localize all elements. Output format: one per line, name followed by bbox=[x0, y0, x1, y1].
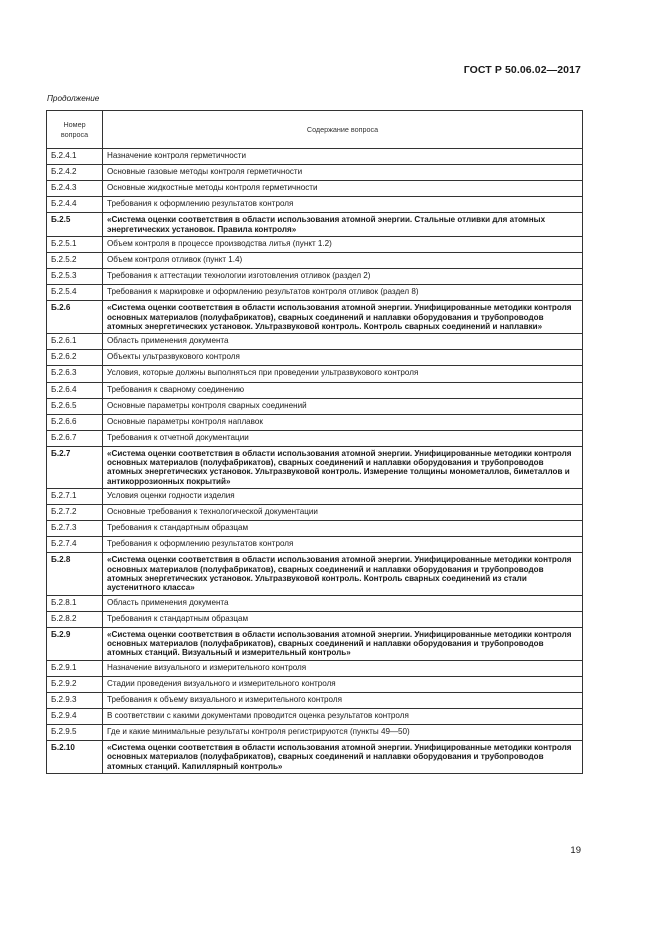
table-row bbox=[47, 725, 583, 741]
question-content-cell: Назначение контроля герметичности bbox=[103, 149, 583, 165]
question-content-cell: «Система оценки соответствия в области использования атомной энергии. Унифицированные методики контроля основных материалов (полуфабрикатов), сварных соединений и наплавки оборудования и трубопроводов атомных энергетических установок. Ультразвуковой контроль. Контроль сварных соединений и наплавки» bbox=[103, 301, 583, 334]
question-content-cell: Требования к отчетной документации bbox=[103, 430, 583, 446]
question-content-cell: Основные газовые методы контроля герметичности bbox=[103, 165, 583, 181]
table-row bbox=[47, 197, 583, 213]
table-row bbox=[47, 253, 583, 269]
table-row-section bbox=[47, 213, 583, 237]
question-number-cell: Б.2.9 bbox=[47, 627, 103, 660]
table-row bbox=[47, 505, 583, 521]
question-number-cell: Б.2.7 bbox=[47, 446, 103, 488]
question-content-cell: Основные требования к технологической документации bbox=[103, 505, 583, 521]
question-content-cell: Условия, которые должны выполняться при проведении ультразвукового контроля bbox=[103, 366, 583, 382]
header-question-content: Содержание вопроса bbox=[103, 111, 583, 149]
table-row bbox=[47, 414, 583, 430]
table-header-row bbox=[47, 111, 583, 149]
table-row-section bbox=[47, 301, 583, 334]
table-row bbox=[47, 709, 583, 725]
question-number-cell: Б.2.8.1 bbox=[47, 595, 103, 611]
question-content-cell: Требования к объему визуального и измерительного контроля bbox=[103, 692, 583, 708]
questions-table bbox=[46, 110, 583, 774]
table-row bbox=[47, 334, 583, 350]
table-row bbox=[47, 521, 583, 537]
question-number-cell: Б.2.7.2 bbox=[47, 505, 103, 521]
question-content-cell: Требования к маркировке и оформлению результатов контроля отливок (раздел 8) bbox=[103, 285, 583, 301]
question-content-cell: Назначение визуального и измерительного контроля bbox=[103, 660, 583, 676]
table-row bbox=[47, 236, 583, 252]
table-row bbox=[47, 611, 583, 627]
question-number-cell: Б.2.6.4 bbox=[47, 382, 103, 398]
table-row bbox=[47, 366, 583, 382]
continuation-label: Продолжение bbox=[47, 94, 100, 103]
table-row bbox=[47, 382, 583, 398]
question-content-cell: «Система оценки соответствия в области использования атомной энергии. Унифицированные методики контроля основных материалов (полуфабрикатов), сварных соединений и наплавки оборудования и трубопроводов атомных станций. Капиллярный контроль» bbox=[103, 741, 583, 774]
question-number-cell: Б.2.4.2 bbox=[47, 165, 103, 181]
question-number-cell: Б.2.7.3 bbox=[47, 521, 103, 537]
table-row-section bbox=[47, 446, 583, 488]
question-number-cell: Б.2.6.3 bbox=[47, 366, 103, 382]
question-content-cell: Основные параметры контроля сварных соединений bbox=[103, 398, 583, 414]
question-number-cell: Б.2.5.3 bbox=[47, 269, 103, 285]
question-content-cell: Основные жидкостные методы контроля герметичности bbox=[103, 181, 583, 197]
question-number-cell: Б.2.6.2 bbox=[47, 350, 103, 366]
question-number-cell: Б.2.9.5 bbox=[47, 725, 103, 741]
question-number-cell: Б.2.6 bbox=[47, 301, 103, 334]
table-row bbox=[47, 676, 583, 692]
table-row bbox=[47, 430, 583, 446]
question-content-cell: Объекты ультразвукового контроля bbox=[103, 350, 583, 366]
question-content-cell: Объем контроля в процессе производства литья (пункт 1.2) bbox=[103, 236, 583, 252]
question-number-cell: Б.2.6.6 bbox=[47, 414, 103, 430]
question-content-cell: Область применения документа bbox=[103, 595, 583, 611]
question-content-cell: «Система оценки соответствия в области использования атомной энергии. Унифицированные методики контроля основных материалов (полуфабрикатов), сварных соединений и наплавки оборудования и трубопроводов атомных энергетических установок. Ультразвуковой контроль. Контроль сварных соединений из стали аустенитного класса» bbox=[103, 553, 583, 595]
question-content-cell: Основные параметры контроля наплавок bbox=[103, 414, 583, 430]
question-content-cell: «Система оценки соответствия в области использования атомной энергии. Стальные отливки для атомных энергетических установок. Правила контроля» bbox=[103, 213, 583, 237]
question-content-cell: Условия оценки годности изделия bbox=[103, 489, 583, 505]
document-code: ГОСТ Р 50.06.02—2017 bbox=[463, 64, 581, 76]
table-row bbox=[47, 660, 583, 676]
question-content-cell: Область применения документа bbox=[103, 334, 583, 350]
question-content-cell: Где и какие минимальные результаты контроля регистрируются (пункты 49—50) bbox=[103, 725, 583, 741]
question-content-cell: Требования к стандартным образцам bbox=[103, 611, 583, 627]
question-number-cell: Б.2.5.4 bbox=[47, 285, 103, 301]
question-number-cell: Б.2.7.1 bbox=[47, 489, 103, 505]
question-content-cell: Требования к аттестации технологии изготовления отливок (раздел 2) bbox=[103, 269, 583, 285]
question-content-cell: Объем контроля отливок (пункт 1.4) bbox=[103, 253, 583, 269]
question-content-cell: Требования к стандартным образцам bbox=[103, 521, 583, 537]
question-content-cell: В соответствии с какими документами проводится оценка результатов контроля bbox=[103, 709, 583, 725]
question-number-cell: Б.2.8 bbox=[47, 553, 103, 595]
question-number-cell: Б.2.6.5 bbox=[47, 398, 103, 414]
table-row bbox=[47, 165, 583, 181]
question-number-cell: Б.2.5 bbox=[47, 213, 103, 237]
table-row bbox=[47, 489, 583, 505]
table-row bbox=[47, 595, 583, 611]
question-number-cell: Б.2.9.4 bbox=[47, 709, 103, 725]
question-number-cell: Б.2.5.2 bbox=[47, 253, 103, 269]
question-number-cell: Б.2.4.1 bbox=[47, 149, 103, 165]
question-number-cell: Б.2.6.1 bbox=[47, 334, 103, 350]
table-body bbox=[47, 149, 583, 774]
table-row bbox=[47, 537, 583, 553]
question-number-cell: Б.2.9.2 bbox=[47, 676, 103, 692]
question-content-cell: Требования к оформлению результатов контроля bbox=[103, 537, 583, 553]
table-row bbox=[47, 181, 583, 197]
table-row bbox=[47, 692, 583, 708]
question-content-cell: Стадии проведения визуального и измерительного контроля bbox=[103, 676, 583, 692]
question-number-cell: Б.2.6.7 bbox=[47, 430, 103, 446]
table-row bbox=[47, 269, 583, 285]
question-content-cell: «Система оценки соответствия в области использования атомной энергии. Унифицированные методики контроля основных материалов (полуфабрикатов), сварных соединений и наплавки оборудования и трубопроводов атомных станций. Визуальный и измерительный контроль» bbox=[103, 627, 583, 660]
question-number-cell: Б.2.4.4 bbox=[47, 197, 103, 213]
question-content-cell: Требования к сварному соединению bbox=[103, 382, 583, 398]
question-content-cell: Требования к оформлению результатов контроля bbox=[103, 197, 583, 213]
question-number-cell: Б.2.9.1 bbox=[47, 660, 103, 676]
table-row-section bbox=[47, 741, 583, 774]
page-number: 19 bbox=[570, 845, 581, 856]
table-row-section bbox=[47, 553, 583, 595]
table-row bbox=[47, 285, 583, 301]
question-number-cell: Б.2.10 bbox=[47, 741, 103, 774]
question-number-cell: Б.2.9.3 bbox=[47, 692, 103, 708]
table-row-section bbox=[47, 627, 583, 660]
question-number-cell: Б.2.4.3 bbox=[47, 181, 103, 197]
question-number-cell: Б.2.8.2 bbox=[47, 611, 103, 627]
table-row bbox=[47, 350, 583, 366]
question-content-cell: «Система оценки соответствия в области использования атомной энергии. Унифицированные методики контроля основных материалов (полуфабрикатов), сварных соединений и наплавки оборудования и трубопроводов атомных энергетических установок. Ультразвуковой контроль. Измерение толщины монометаллов, биметаллов и антикоррозионных покрытий» bbox=[103, 446, 583, 488]
header-question-number: Номер вопроса bbox=[47, 111, 103, 149]
question-number-cell: Б.2.7.4 bbox=[47, 537, 103, 553]
question-number-cell: Б.2.5.1 bbox=[47, 236, 103, 252]
table-row bbox=[47, 149, 583, 165]
table-row bbox=[47, 398, 583, 414]
